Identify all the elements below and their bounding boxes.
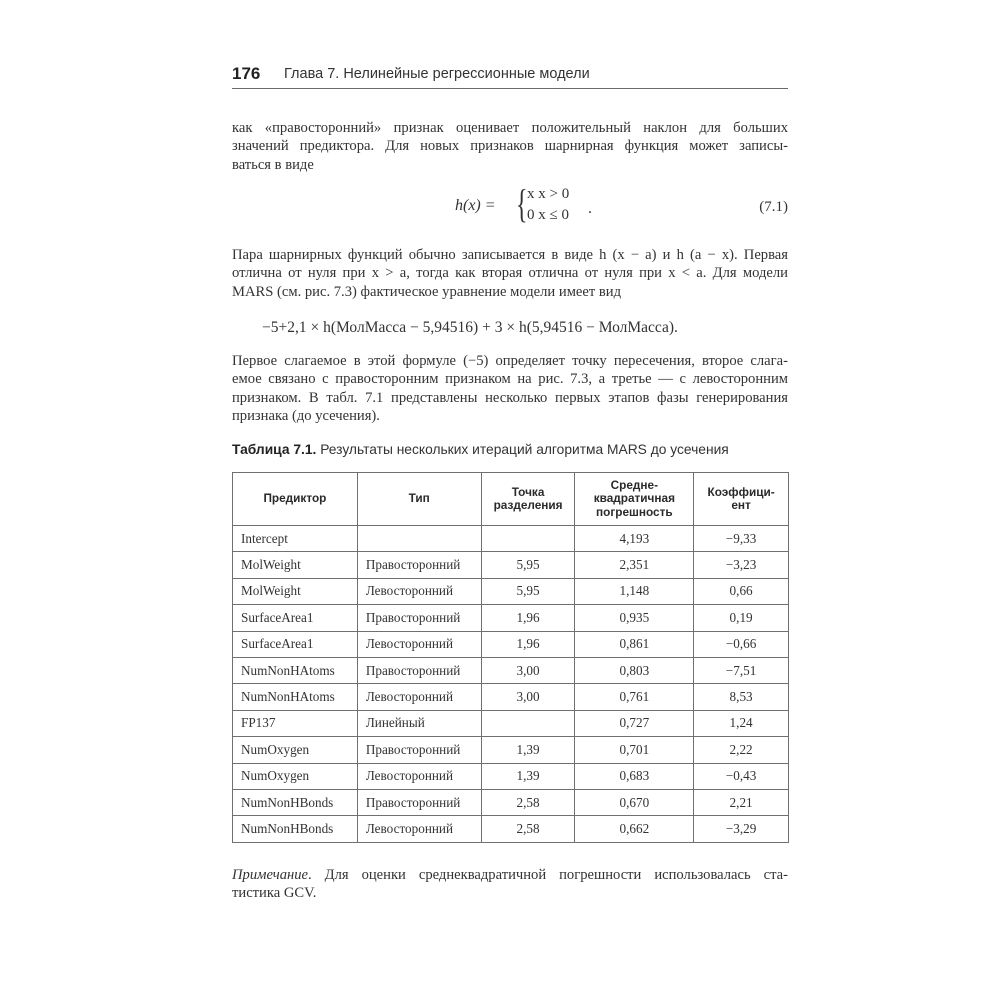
table-row — [233, 631, 789, 657]
column-header-rmse: Средне- квадратичная погрешность — [575, 473, 694, 526]
table-note — [232, 866, 788, 903]
table-row — [233, 789, 789, 815]
cell-rmse: 0,662 — [575, 816, 694, 842]
cell-coefficient: 2,22 — [694, 737, 789, 763]
cell-split-point — [481, 526, 575, 552]
table-row — [233, 816, 789, 842]
cell-split-point: 1,96 — [481, 605, 575, 631]
cell-predictor: FP137 — [233, 710, 358, 736]
cell-rmse: 0,701 — [575, 737, 694, 763]
cell-rmse: 0,861 — [575, 631, 694, 657]
text-line: Первое слагаемое в этой формуле (−5) определяет точку пересечения, второе слага- — [232, 353, 788, 369]
table-row — [233, 657, 789, 683]
text-line: значений предиктора. Для новых признаков шарнирная функция может записы- — [232, 138, 788, 155]
cell-rmse: 0,803 — [575, 657, 694, 683]
cell-type: Правосторонний — [357, 737, 481, 763]
cell-coefficient: 8,53 — [694, 684, 789, 710]
cell-rmse: 0,670 — [575, 789, 694, 815]
cell-predictor: NumNonHBonds — [233, 816, 358, 842]
cell-rmse: 0,683 — [575, 763, 694, 789]
paragraph-3 — [232, 352, 788, 425]
left-brace: { — [516, 181, 528, 226]
paragraph-2 — [232, 246, 788, 301]
cell-predictor: NumNonHBonds — [233, 789, 358, 815]
text-line: емое связано с правосторонним признаком на рис. 7.3, а третье — с левосторонним — [232, 371, 788, 388]
cell-split-point: 2,58 — [481, 789, 575, 815]
cell-type: Правосторонний — [357, 605, 481, 631]
paragraph-1 — [232, 119, 788, 174]
cell-type: Правосторонний — [357, 552, 481, 578]
cell-predictor: SurfaceArea1 — [233, 605, 358, 631]
cell-split-point: 2,58 — [481, 816, 575, 842]
cell-split-point: 1,96 — [481, 631, 575, 657]
equation-period: . — [588, 200, 592, 217]
cell-type: Левосторонний — [357, 763, 481, 789]
cell-type: Левосторонний — [357, 578, 481, 604]
equation-case-2: 0 x ≤ 0 — [527, 207, 569, 223]
text-line: признаком. В табл. 7.1 представлены несколько первых этапов фазы генерирования — [232, 389, 788, 406]
cell-coefficient: 2,21 — [694, 789, 789, 815]
text-line: отлична от нуля при x > a, тогда как вторая отлична от нуля при x < a. Для модели — [232, 265, 788, 282]
note-label: Примечание — [232, 867, 309, 883]
cell-type — [357, 526, 481, 552]
text-line: как «правосторонний» признак оценивает положительный наклон для больших — [232, 120, 788, 136]
note-line-1 — [232, 866, 788, 884]
table-row — [233, 605, 789, 631]
cell-predictor: NumNonHAtoms — [233, 657, 358, 683]
cell-coefficient: −3,23 — [694, 552, 789, 578]
cell-predictor: Intercept — [233, 526, 358, 552]
column-header-type: Тип — [357, 473, 481, 526]
table-row — [233, 552, 789, 578]
cell-rmse: 0,761 — [575, 684, 694, 710]
table-row — [233, 684, 789, 710]
equation-lhs: h(x) = — [455, 197, 496, 214]
cell-rmse: 0,935 — [575, 605, 694, 631]
cell-coefficient: −0,66 — [694, 631, 789, 657]
column-header-split-point: Точка разделения — [481, 473, 575, 526]
text-line: ваться в виде — [232, 156, 314, 173]
text-line: Пара шарнирных функций обычно записывается в виде h (x − a) и h (a − x). Первая — [232, 247, 788, 263]
cell-rmse: 4,193 — [575, 526, 694, 552]
cell-split-point: 5,95 — [481, 578, 575, 604]
column-header-predictor: Предиктор — [233, 473, 358, 526]
cell-type: Правосторонний — [357, 657, 481, 683]
table-caption-label: Таблица 7.1. — [232, 442, 317, 457]
cell-coefficient: 1,24 — [694, 710, 789, 736]
chapter-title: Глава 7. Нелинейные регрессионные модели — [284, 66, 590, 82]
column-header-coefficient: Коэффици- ент — [694, 473, 789, 526]
cell-split-point: 3,00 — [481, 684, 575, 710]
table-caption — [232, 442, 729, 457]
cell-predictor: MolWeight — [233, 552, 358, 578]
text-line: MARS (см. рис. 7.3) фактическое уравнение модели имеет вид — [232, 283, 622, 300]
table-caption-text: Результаты нескольких итераций алгоритма MARS до усечения — [316, 442, 729, 457]
cell-type: Левосторонний — [357, 631, 481, 657]
note-line-2: тистика GCV. — [232, 885, 317, 902]
running-header — [232, 62, 788, 89]
table-row — [233, 763, 789, 789]
cell-coefficient: 0,19 — [694, 605, 789, 631]
cell-split-point: 1,39 — [481, 763, 575, 789]
cell-coefficient: 0,66 — [694, 578, 789, 604]
table-row — [233, 737, 789, 763]
cell-split-point: 3,00 — [481, 657, 575, 683]
page-number: 176 — [232, 64, 261, 83]
cell-rmse: 2,351 — [575, 552, 694, 578]
cell-coefficient: −9,33 — [694, 526, 789, 552]
cell-predictor: NumOxygen — [233, 737, 358, 763]
mars-iterations-table — [232, 472, 789, 843]
table-row — [233, 710, 789, 736]
cell-coefficient: −7,51 — [694, 657, 789, 683]
cell-split-point — [481, 710, 575, 736]
cell-type: Левосторонний — [357, 684, 481, 710]
cell-rmse: 0,727 — [575, 710, 694, 736]
cell-split-point: 1,39 — [481, 737, 575, 763]
cell-type: Правосторонний — [357, 789, 481, 815]
text-line: признака (до усечения). — [232, 407, 380, 424]
cell-type: Левосторонний — [357, 816, 481, 842]
table-row — [233, 578, 789, 604]
cell-type: Линейный — [357, 710, 481, 736]
cell-coefficient: −3,29 — [694, 816, 789, 842]
equation-mars-model: −5+2,1 × h(МолМасса − 5,94516) + 3 × h(5,94516 − МолМасса). — [262, 319, 678, 336]
note-text: . Для оценки среднеквадратичной погрешности использовалась ста- — [308, 867, 788, 883]
cell-coefficient: −0,43 — [694, 763, 789, 789]
table-row — [233, 526, 789, 552]
cell-predictor: NumOxygen — [233, 763, 358, 789]
equation-case-1: x x > 0 — [527, 186, 570, 202]
table-header-row — [233, 473, 789, 526]
cell-predictor: MolWeight — [233, 578, 358, 604]
cell-split-point: 5,95 — [481, 552, 575, 578]
cell-predictor: NumNonHAtoms — [233, 684, 358, 710]
cell-rmse: 1,148 — [575, 578, 694, 604]
equation-number: (7.1) — [759, 199, 788, 215]
cell-predictor: SurfaceArea1 — [233, 631, 358, 657]
